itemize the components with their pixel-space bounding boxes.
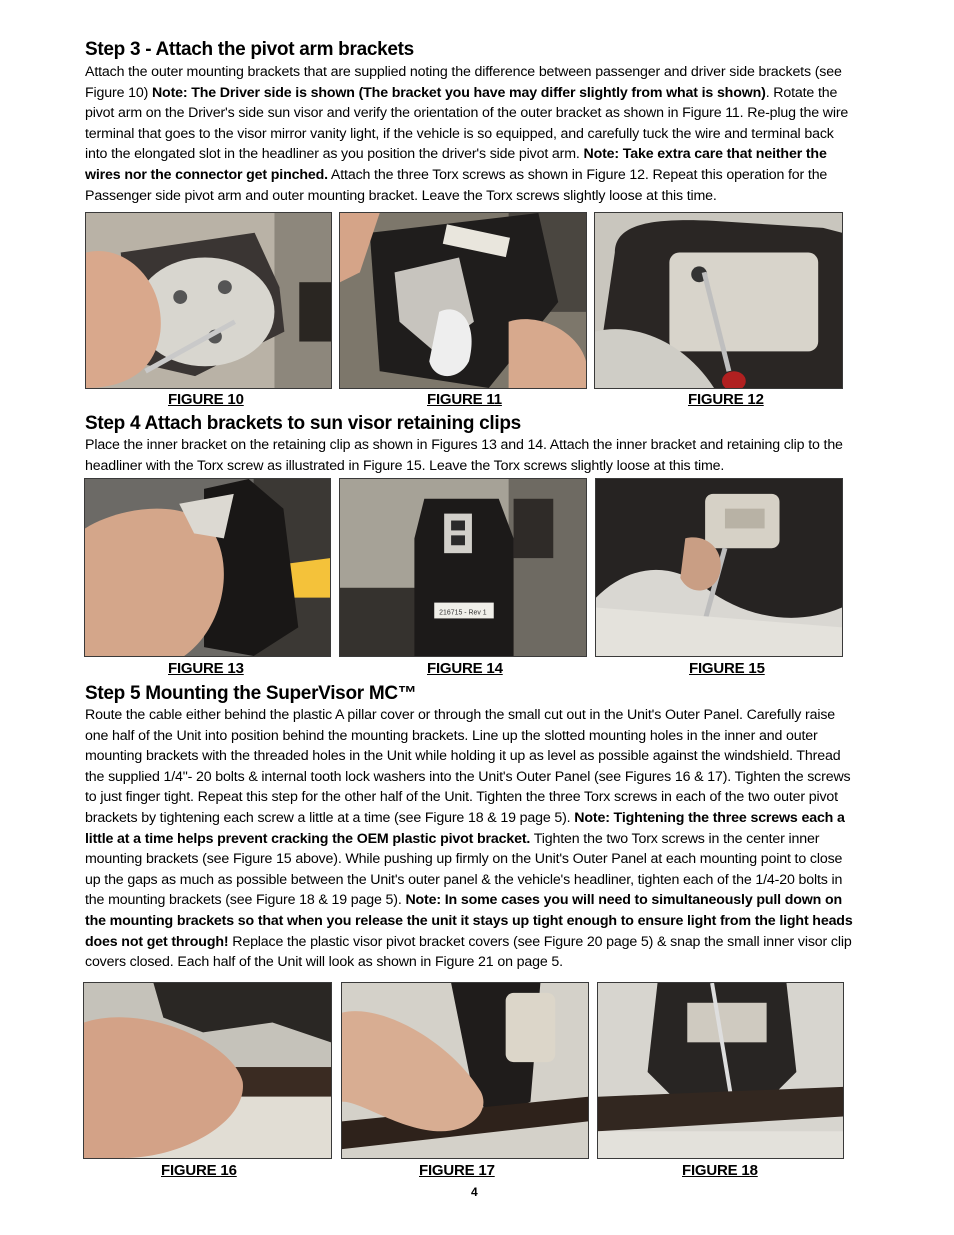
step5-text-2: Tighten the two Torx screws in the center inner mounting brackets (see Figure 15 above). While pushing up firmly on the Unit's Outer Panel at each mounting point to close up the gaps as much as possible between the Unit's outer panel & the vehicle's headliner, tighten each of the 1/4-20 bolts in the mounting brackets (see Figure 18 & 19 page 5).: [85, 830, 843, 909]
figure-16-caption: FIGURE 16: [161, 1162, 237, 1179]
page-number: 4: [471, 1185, 478, 1199]
step5-text-3: Replace the plastic visor pivot bracket covers (see Figure 20 page 5) & snap the small inner visor clip covers closed. Each half of the Unit will look as shown in Figure 21 on page 5.: [85, 933, 852, 971]
figure-10-caption: FIGURE 10: [168, 391, 244, 408]
figure-11-caption: FIGURE 11: [427, 391, 502, 408]
figure-17-caption: FIGURE 17: [419, 1162, 495, 1179]
figure-12-caption: FIGURE 12: [688, 391, 764, 408]
figure-13-caption: FIGURE 13: [168, 660, 244, 677]
step3-note-1: Note: The Driver side is shown (The bracket you have may differ slightly from what is shown): [151, 84, 766, 101]
figure-14-photo: [339, 478, 587, 657]
step4-paragraph: [85, 435, 858, 476]
figure-18-caption: FIGURE 18: [682, 1162, 758, 1179]
step3-text-2: . Rotate the pivot arm on the Driver's side sun visor and verify the orientation of the outer bracket as shown in Figure 11. Re-plug the wire terminal that goes to the visor mirror vanity light, if the vehicle is so equipped, and carefully tuck the wire and terminal back into the elongated slot in the headliner as you position the driver's side pivot arm.: [85, 84, 849, 163]
step3-heading: Step 3 - Attach the pivot arm brackets: [85, 39, 414, 60]
step5-text-1: Route the cable either behind the plastic A pillar cover or through the small cut out in the Unit's Outer Panel. Carefully raise one half of the Unit into position behind the mounting brackets. Line up the slotted mounting holes in the inner and outer mounting brackets with the threaded holes in the Unit while holding it up as level as possible against the windshield. Thread the supplied 1/4"- 20 bolts & internal tooth lock washers into the Unit's Outer Panel (see Figures 16 & 17). Tighten the screws to just finger tight. Repeat this step for the other half of the Unit. Tighten the three Torx screws in each of the two outer pivot brackets by tightening each screw a little at a time (see Figure 18 & 19 page 5).: [85, 707, 851, 826]
step5-heading: Step 5 Mounting the SuperVisor MC™: [85, 683, 417, 704]
step5-paragraph: [85, 705, 858, 973]
step3-note-2: Note: Take extra care that neither the wires nor the connector get pinched.: [85, 146, 827, 183]
figure-18-photo: [597, 982, 844, 1159]
figure-15-caption: FIGURE 15: [689, 660, 765, 677]
figure-14-label-text: 216715 - Rev 1: [439, 609, 487, 617]
step5-note-1: Note: Tightening the three screws each a little at a time helps prevent cracking the OEM plastic pivot bracket.: [85, 809, 845, 847]
step4-text-1: Place the inner bracket on the retaining clip as shown in Figures 13 and 14. Attach the inner bracket and retaining clip to the headliner with the Torx screw as illustrated in Figure 15. Leave the Torx screws slightly loose at this time.: [85, 437, 843, 474]
step3-text-3: Attach the three Torx screws as shown in Figure 12. Repeat this operation for the Passenger side pivot arm and outer mounting bracket. Leave the Torx screws slightly loose at this time.: [85, 166, 828, 204]
figure-14-caption: FIGURE 14: [427, 660, 503, 677]
step3-text-1: Attach the outer mounting brackets that are supplied noting the difference between passenger and driver side brackets (see Figure 10): [85, 64, 842, 101]
figure-15-photo: [595, 478, 843, 657]
figure-11-photo: [339, 212, 587, 389]
figure-13-photo: [84, 478, 331, 657]
step4-heading: Step 4 Attach brackets to sun visor retaining clips: [85, 413, 521, 434]
figure-17-photo: [341, 982, 589, 1159]
figure-10-photo: [85, 212, 332, 389]
step3-paragraph: [85, 62, 858, 206]
figure-16-photo: [83, 982, 332, 1159]
figure-12-photo: [594, 212, 843, 389]
step5-note-2: Note: In some cases you will need to simultaneously pull down on the mounting brackets so that when you release the unit it stays up tight enough to ensure light from the light heads does not get through!: [85, 892, 853, 950]
